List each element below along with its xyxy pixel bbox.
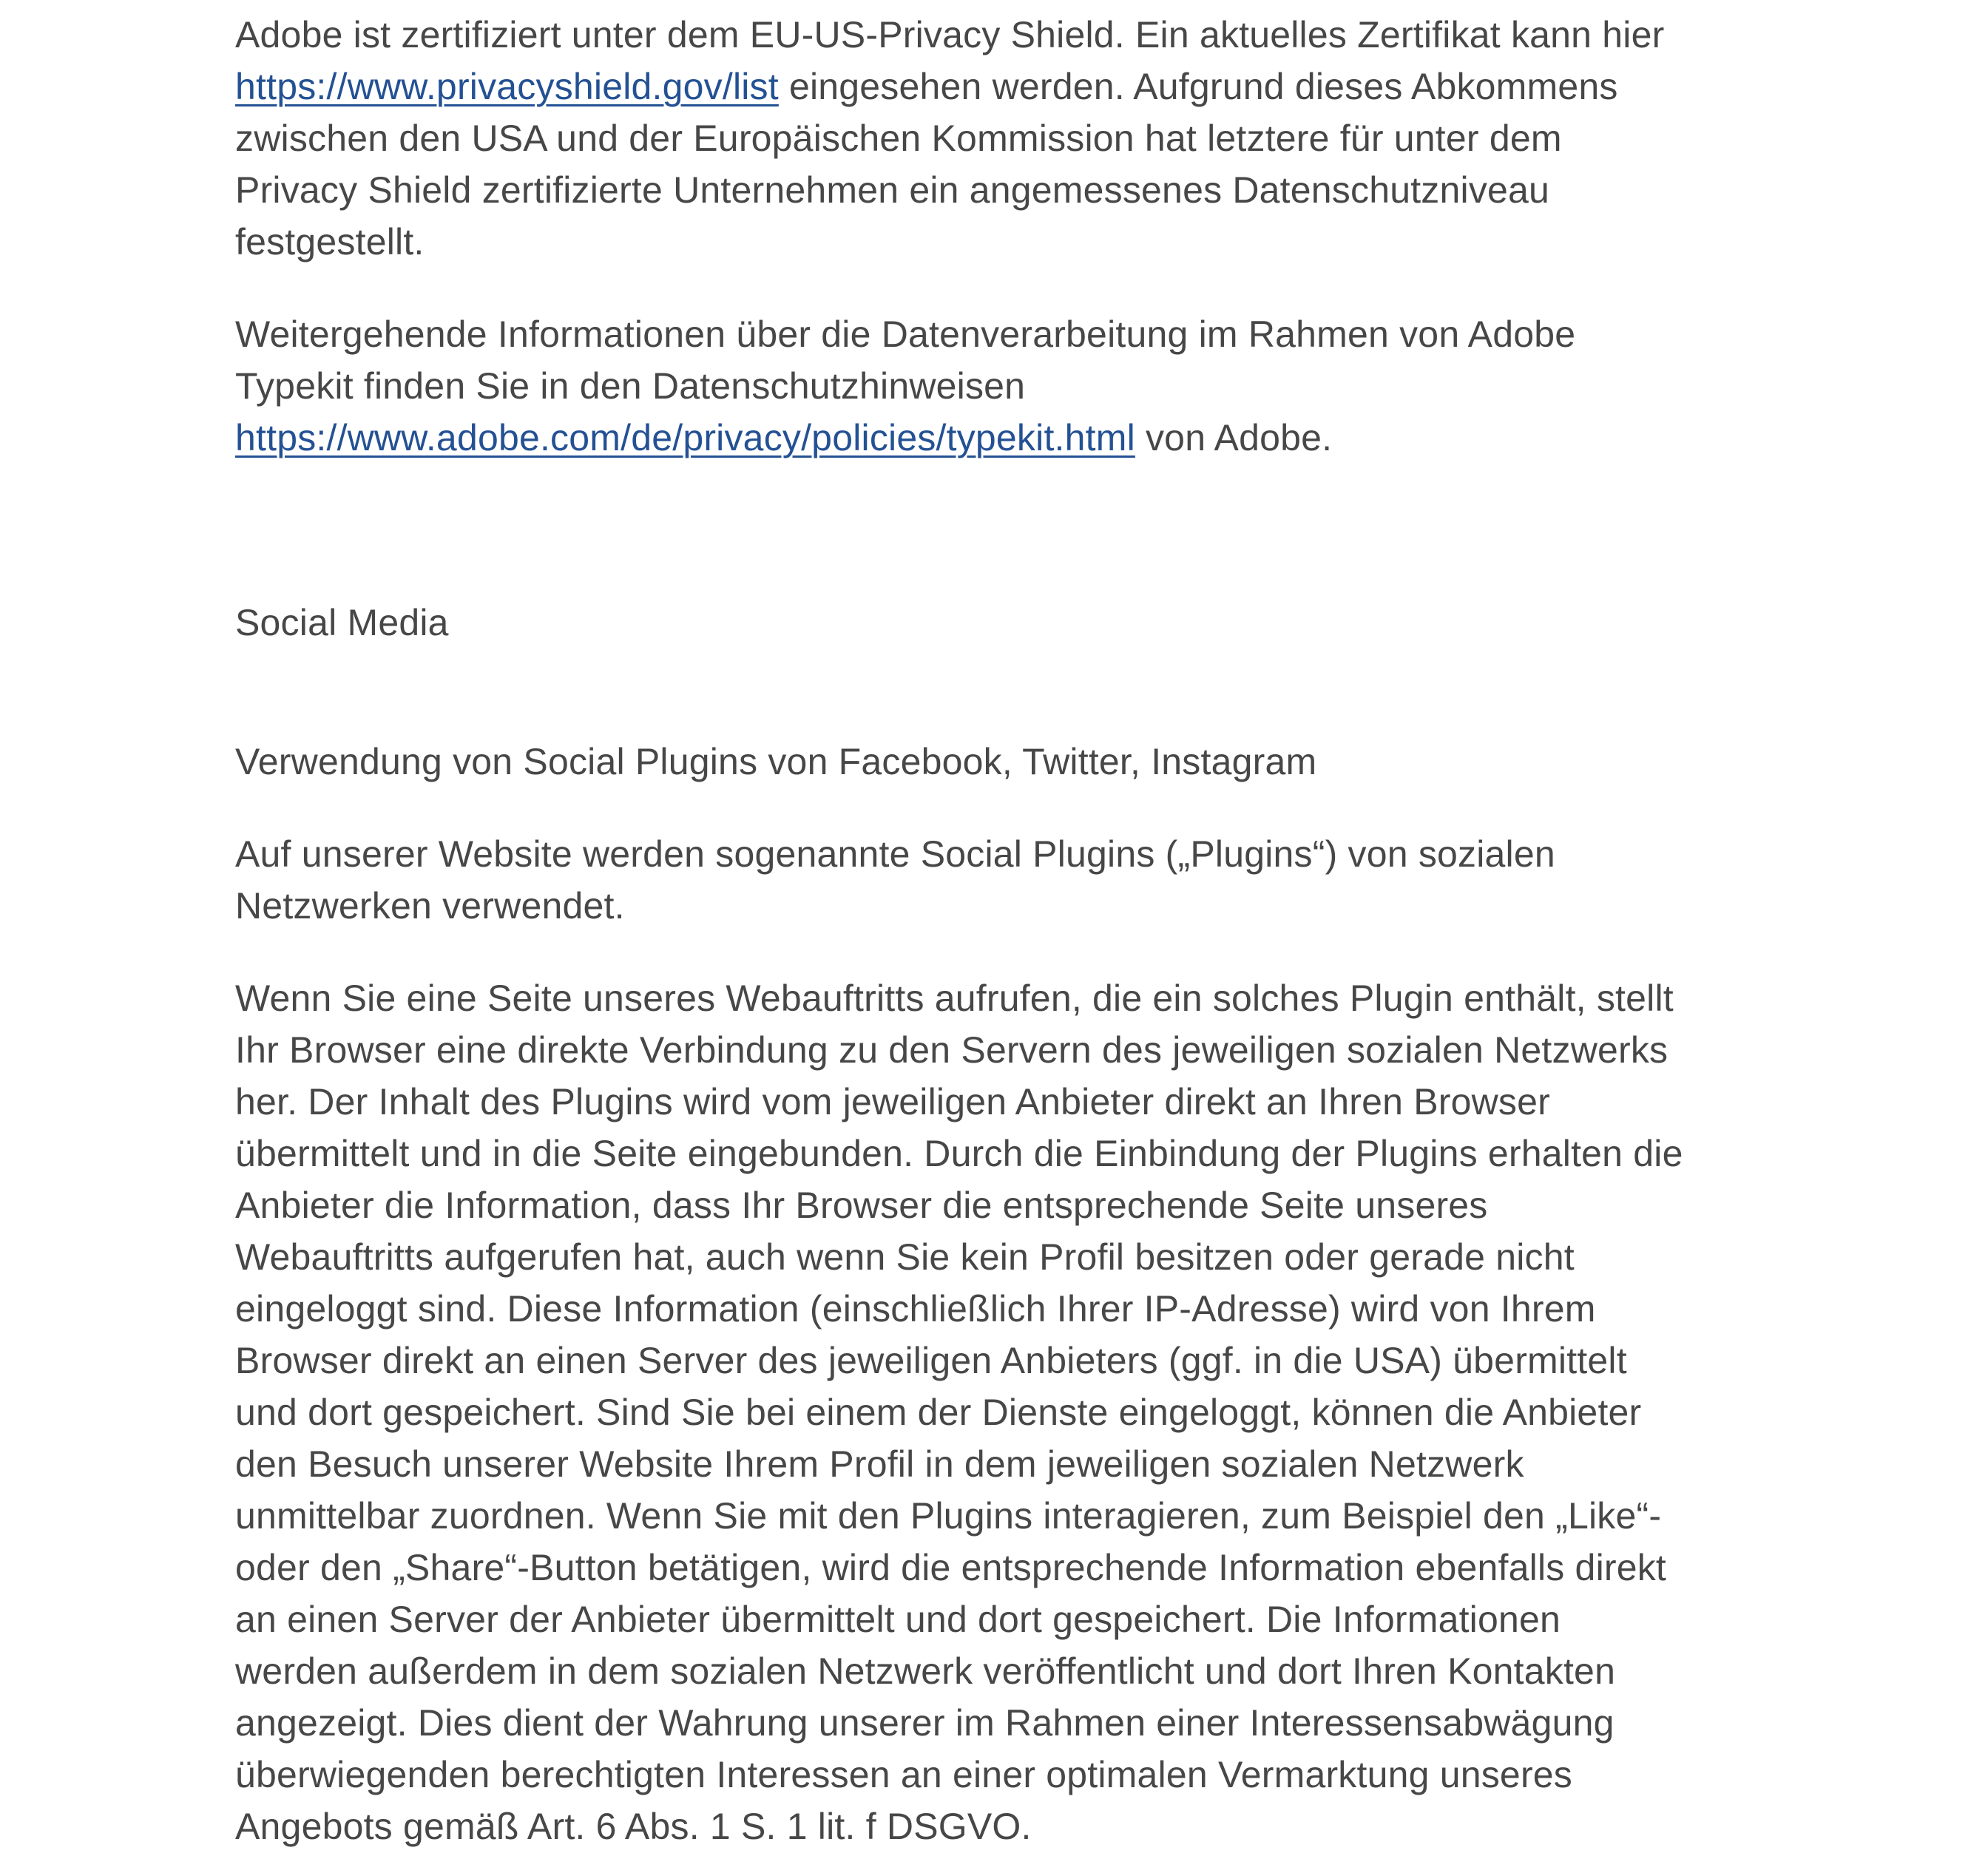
- text-segment: angezeigt. Dies dient der Wahrung unserer im Rahmen einer Interessensabwägung: [235, 1702, 1615, 1744]
- text-segment: Anbieter die Information, dass Ihr Browser die entsprechende Seite unseres: [235, 1185, 1488, 1226]
- text-line: [235, 1801, 1759, 1852]
- text-segment: unmittelbar zuordnen. Wenn Sie mit den Plugins interagieren, zum Beispiel den „Like“-: [235, 1495, 1662, 1537]
- text-line: [235, 1283, 1759, 1335]
- text-line: [235, 61, 1759, 112]
- text-line: [235, 828, 1759, 880]
- text-line: [235, 1128, 1759, 1179]
- text-segment: werden außerdem in dem sozialen Netzwerk veröffentlicht und dort Ihren Kontakten: [235, 1650, 1616, 1692]
- privacyshield-list-link[interactable]: https://www.privacyshield.gov/list: [235, 66, 779, 107]
- text-line: [235, 412, 1759, 464]
- text-segment: Angebots gemäß Art. 6 Abs. 1 S. 1 lit. f DSGVO.: [235, 1806, 1032, 1847]
- text-line: [235, 9, 1759, 61]
- paragraph-adobe-typekit: [235, 308, 1759, 464]
- text-segment: an einen Server der Anbieter übermittelt und dort gespeichert. Die Informationen: [235, 1599, 1561, 1640]
- text-segment: eingeloggt sind. Diese Information (einschließlich Ihrer IP-Adresse) wird von Ihrem: [235, 1288, 1596, 1330]
- text-segment: Weitergehende Informationen über die Datenverarbeitung im Rahmen von Adobe: [235, 314, 1576, 355]
- text-segment: Browser direkt an einen Server des jeweiligen Anbieters (ggf. in die USA) übermittelt: [235, 1340, 1627, 1381]
- text-segment: oder den „Share“-Button betätigen, wird die entsprechende Information ebenfalls direkt: [235, 1547, 1667, 1588]
- text-line: [235, 1593, 1759, 1645]
- text-segment: Verwendung von Social Plugins von Facebook, Twitter, Instagram: [235, 741, 1317, 782]
- text-line: [235, 1697, 1759, 1749]
- text-segment: von Adobe.: [1135, 417, 1333, 458]
- text-line: [235, 736, 1759, 788]
- text-segment: Netzwerken verwendet.: [235, 885, 625, 927]
- text-segment: festgestellt.: [235, 221, 425, 263]
- adobe-typekit-privacy-link[interactable]: https://www.adobe.com/de/privacy/policies/typekit.html: [235, 417, 1135, 458]
- text-segment: zwischen den USA und der Europäischen Kommission hat letztere für unter dem: [235, 118, 1562, 159]
- text-segment: überwiegenden berechtigten Interessen an einer optimalen Vermarktung unseres: [235, 1754, 1572, 1795]
- text-segment: Typekit finden Sie in den Datenschutzhinweisen: [235, 365, 1026, 407]
- text-segment: Webauftritts aufgerufen hat, auch wenn Sie kein Profil besitzen oder gerade nicht: [235, 1236, 1575, 1278]
- paragraph-social-plugins-details: [235, 972, 1759, 1852]
- text-line: [235, 216, 1759, 268]
- text-line: [235, 1231, 1759, 1283]
- paragraph-social-plugins-intro: [235, 828, 1759, 932]
- text-line: [235, 164, 1759, 216]
- heading-social-media: [235, 597, 1759, 648]
- text-line: [235, 1335, 1759, 1386]
- text-line: [235, 1645, 1759, 1697]
- text-segment: eingesehen werden. Aufgrund dieses Abkommens: [778, 66, 1618, 107]
- subheading-social-plugins: [235, 736, 1759, 788]
- text-segment: übermittelt und in die Seite eingebunden. Durch die Einbindung der Plugins erhalten die: [235, 1133, 1683, 1174]
- paragraph-adobe-privacy-shield: [235, 9, 1759, 268]
- text-line: [235, 308, 1759, 360]
- text-line: [235, 1438, 1759, 1490]
- text-segment: her. Der Inhalt des Plugins wird vom jeweiligen Anbieter direkt an Ihren Browser: [235, 1081, 1550, 1122]
- text-segment: Privacy Shield zertifizierte Unternehmen ein angemessenes Datenschutzniveau: [235, 169, 1550, 211]
- text-line: [235, 1386, 1759, 1438]
- text-line: [235, 112, 1759, 164]
- text-line: [235, 1542, 1759, 1593]
- text-line: [235, 597, 1759, 648]
- text-segment: und dort gespeichert. Sind Sie bei einem der Dienste eingeloggt, können die Anbieter: [235, 1392, 1642, 1433]
- text-segment: Ihr Browser eine direkte Verbindung zu den Servern des jeweiligen sozialen Netzwerks: [235, 1029, 1668, 1071]
- text-line: [235, 1490, 1759, 1542]
- text-line: [235, 880, 1759, 932]
- text-segment: Auf unserer Website werden sogenannte Social Plugins („Plugins“) von sozialen: [235, 833, 1555, 875]
- text-segment: Adobe ist zertifiziert unter dem EU-US-Privacy Shield. Ein aktuelles Zertifikat kann hier: [235, 14, 1665, 55]
- text-segment: den Besuch unserer Website Ihrem Profil in dem jeweiligen sozialen Netzwerk: [235, 1443, 1524, 1485]
- text-line: [235, 1749, 1759, 1801]
- text-segment: Social Media: [235, 602, 449, 643]
- text-line: [235, 360, 1759, 412]
- text-line: [235, 1024, 1759, 1076]
- text-segment: Wenn Sie eine Seite unseres Webauftritts aufrufen, die ein solches Plugin enthält, stellt: [235, 978, 1674, 1019]
- text-line: [235, 1076, 1759, 1128]
- text-line: [235, 1179, 1759, 1231]
- text-line: [235, 972, 1759, 1024]
